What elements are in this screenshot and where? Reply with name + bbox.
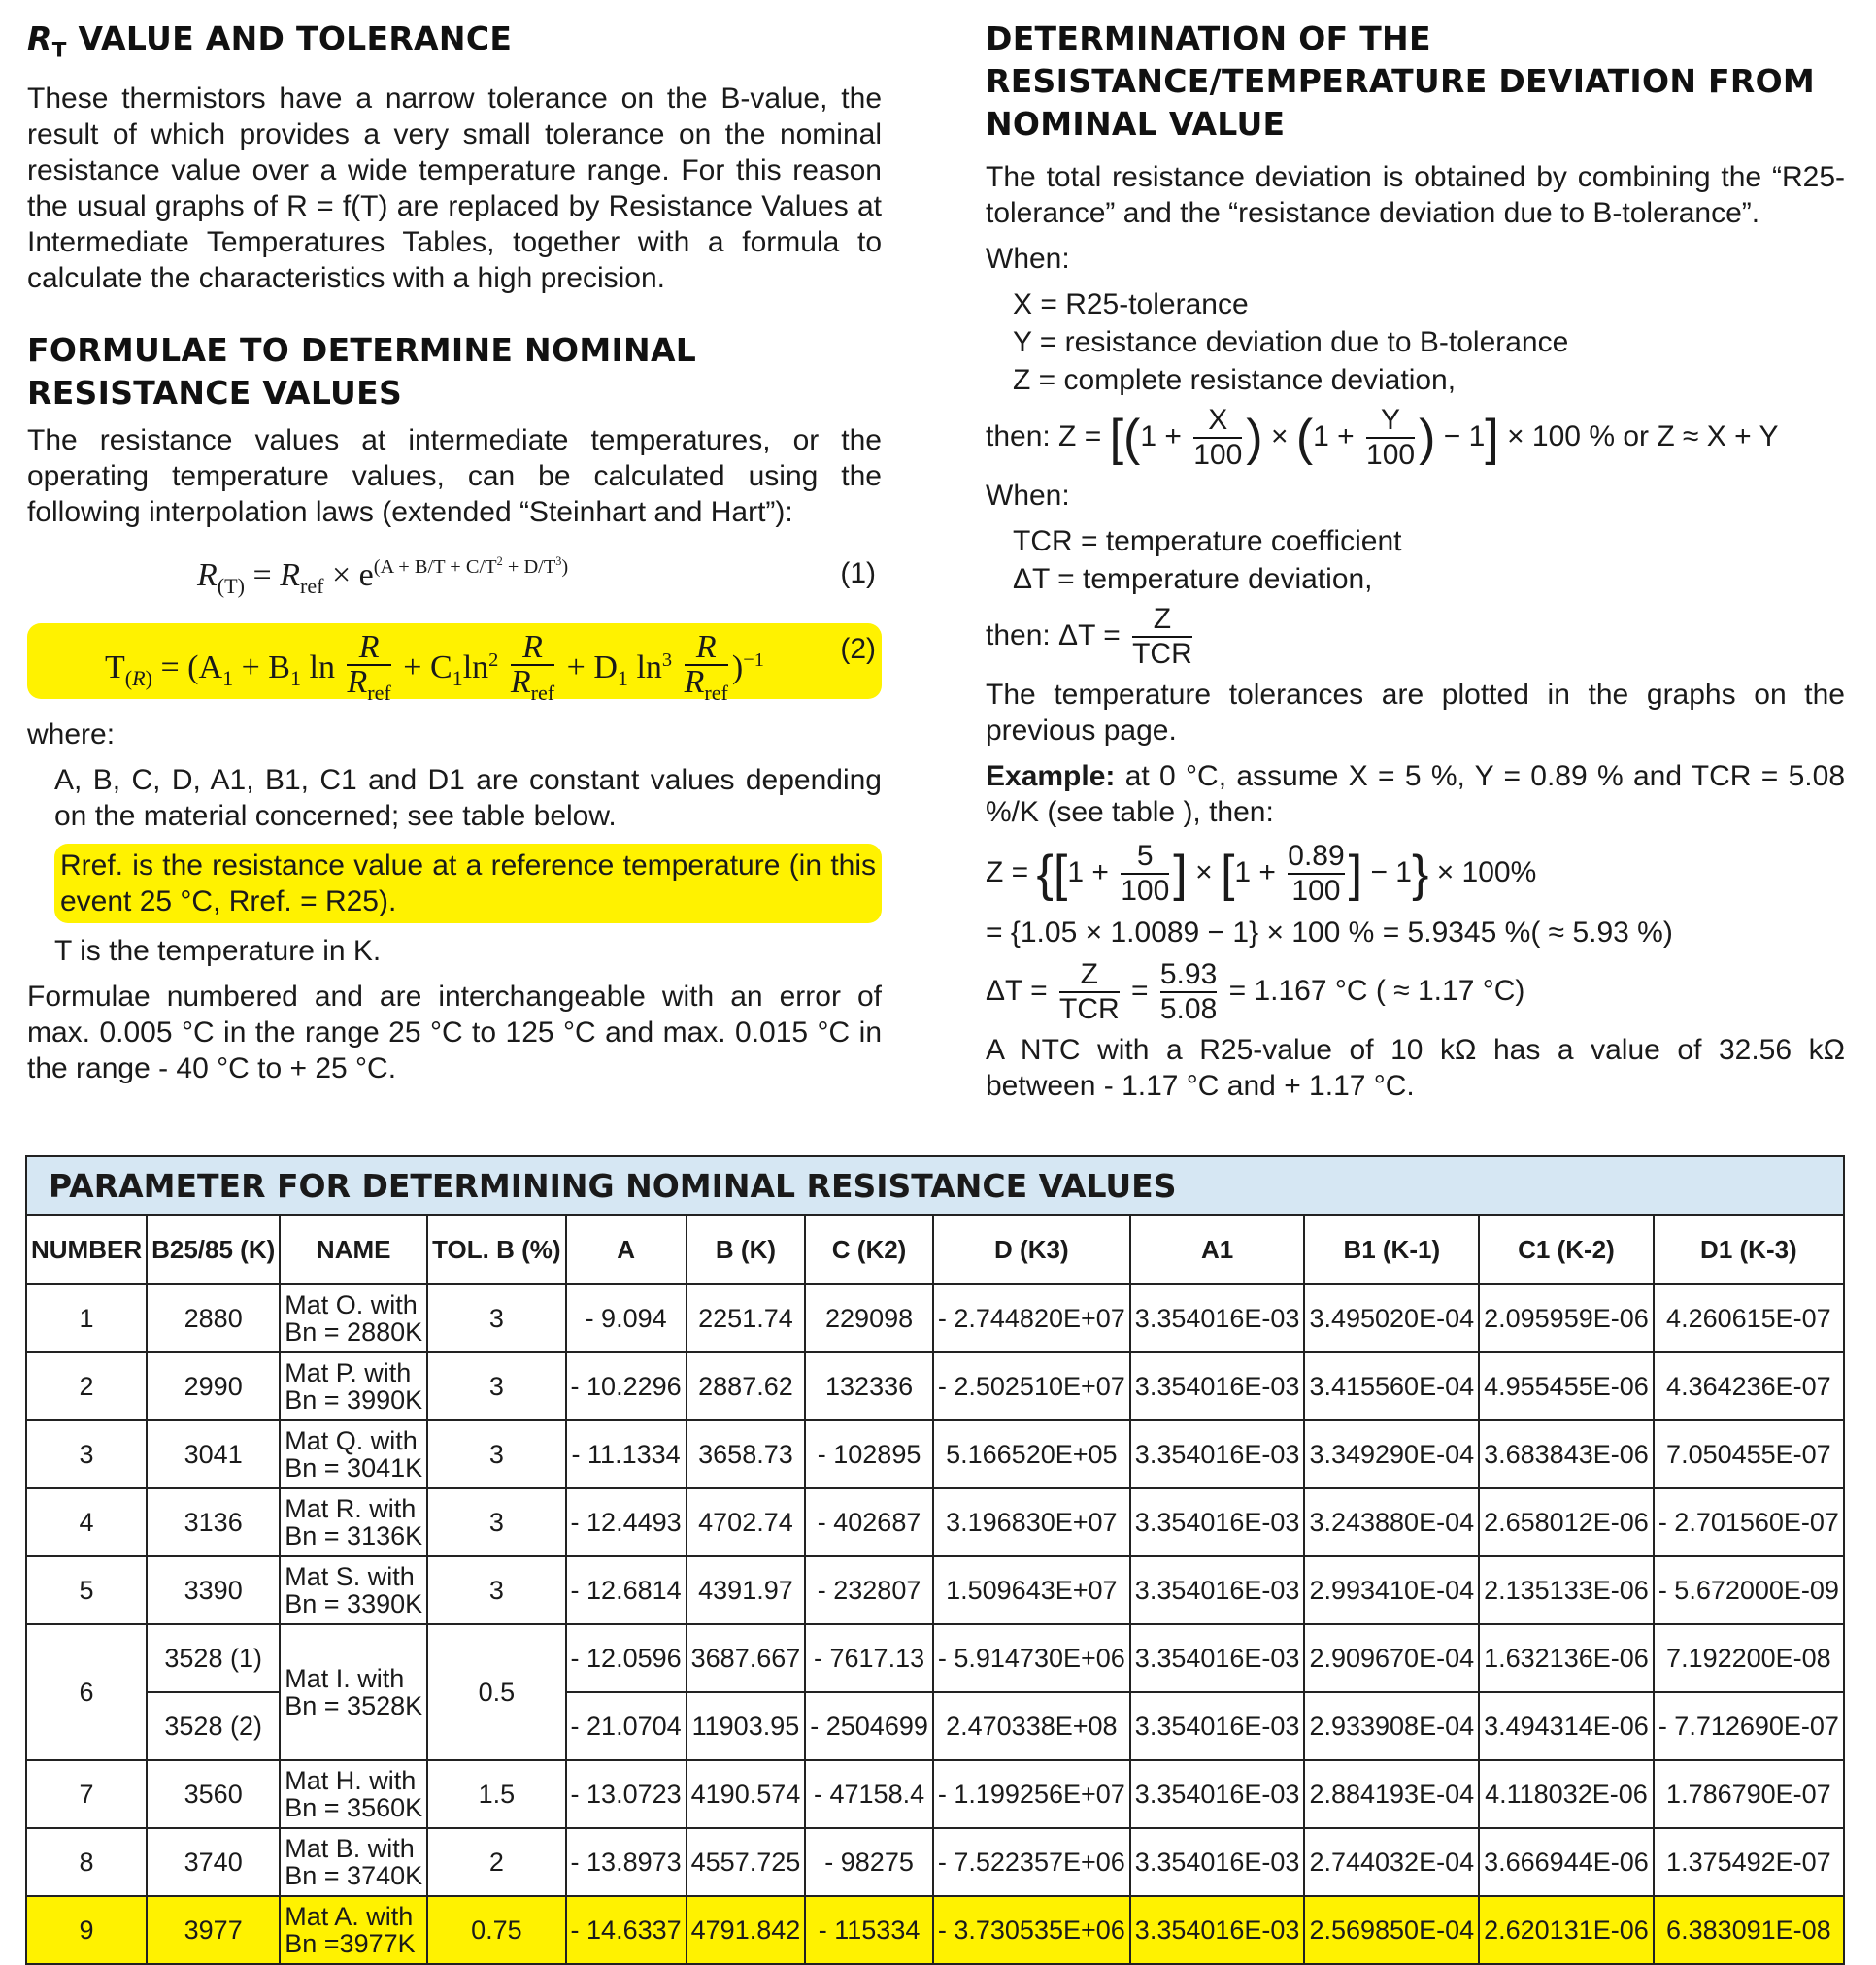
cell-a: - 12.6814 — [566, 1556, 687, 1624]
header-cell: NAME — [280, 1215, 427, 1284]
cell-a1: 3.354016E-03 — [1130, 1352, 1305, 1420]
cell-b: 2887.62 — [687, 1352, 806, 1420]
cell-b: 3136 — [147, 1488, 280, 1556]
cell-tol: 2 — [427, 1828, 565, 1896]
cell-d: 3.196830E+07 — [933, 1488, 1130, 1556]
cell-b1: 2.933908E-04 — [1304, 1692, 1479, 1760]
cell-b1: 3.349290E-04 — [1304, 1420, 1479, 1488]
header-cell: B1 (K-1) — [1304, 1215, 1479, 1284]
cell-tol: 3 — [427, 1352, 565, 1420]
table-row — [26, 1896, 1844, 1964]
cell-b: 3977 — [147, 1896, 280, 1964]
table-row — [26, 1760, 1844, 1828]
header-cell: NUMBER — [26, 1215, 147, 1284]
cell-name: Mat I. with Bn = 3528K — [280, 1624, 427, 1760]
cell-a: - 10.2296 — [566, 1352, 687, 1420]
cell-name: Mat B. with Bn = 3740K — [280, 1828, 427, 1896]
cell-a: - 9.094 — [566, 1284, 687, 1352]
cell-b: 3390 — [147, 1556, 280, 1624]
paragraph-total-deviation: The total resistance deviation is obtained by combining the “R25-tolerance” and the “resistance deviation due to B-tolerance”. — [986, 161, 1845, 229]
cell-tol: 1.5 — [427, 1760, 565, 1828]
cell-tol: 3 — [427, 1420, 565, 1488]
cell-b1: 3.415560E-04 — [1304, 1352, 1479, 1420]
table-row — [26, 1420, 1844, 1488]
cell-b: 3560 — [147, 1760, 280, 1828]
table-body-bottom — [26, 1760, 1844, 1964]
cell-b: 3041 — [147, 1420, 280, 1488]
cell-a: - 11.1334 — [566, 1420, 687, 1488]
cell-c: - 2504699 — [805, 1692, 933, 1760]
cell-b: 4557.725 — [687, 1828, 806, 1896]
cell-b: 3687.667 — [687, 1624, 806, 1692]
cell-d1: - 2.701560E-07 — [1654, 1488, 1844, 1556]
cell-c: - 402687 — [805, 1488, 933, 1556]
z-example-equation: Z = {[1 + $\frac{5}{100}$ ] × [1 + $\frac{0.89}{100}$ ] − 1} × 100% — [986, 840, 1537, 907]
cell-d: - 5.914730E+06 — [933, 1624, 1130, 1692]
cell-c1: 4.955455E-06 — [1479, 1352, 1654, 1420]
dt-equation: then: ΔT = $\frac{Z}{\text{TCR}}$ — [986, 603, 1192, 670]
dt-definition: ΔT = temperature deviation, — [1013, 563, 1373, 595]
cell-d1: - 7.712690E-07 — [1654, 1692, 1844, 1760]
z-equation-tail: × 100 % or Z ≈ X + Y — [1507, 419, 1779, 452]
cell-num: 2 — [26, 1352, 147, 1420]
cell-b: 4791.842 — [687, 1896, 806, 1964]
cell-d1: 7.192200E-08 — [1654, 1624, 1844, 1692]
table-row — [26, 1488, 1844, 1556]
table-row-6a — [26, 1624, 1844, 1692]
cell-num: 7 — [26, 1760, 147, 1828]
cell-c: - 115334 — [805, 1896, 933, 1964]
table-row — [26, 1556, 1844, 1624]
cell-num: 3 — [26, 1420, 147, 1488]
cell-name: Mat Q. with Bn = 3041K — [280, 1420, 427, 1488]
cell-a: - 14.6337 — [566, 1896, 687, 1964]
table-row — [26, 1352, 1844, 1420]
cell-c1: 2.135133E-06 — [1479, 1556, 1654, 1624]
cell-number: 6 — [26, 1624, 147, 1760]
cell-b: 2251.74 — [687, 1284, 806, 1352]
cell-d: - 2.502510E+07 — [933, 1352, 1130, 1420]
cell-d1: 6.383091E-08 — [1654, 1896, 1844, 1964]
paragraph-rt: These thermistors have a narrow tolerance on the B-value, the result of which provides a very small tolerance on the nominal resistance value over a wide temperature range. For this reason the usual graphs of R = f(T) are replaced by Resistance Values at Intermediate Temperatures Tables, together with a formula to calculate the characteristics with a high precision. — [27, 82, 882, 294]
cell-b2585: 3528 (2) — [147, 1692, 280, 1760]
cell-c1: 3.666944E-06 — [1479, 1828, 1654, 1896]
cell-b: 4190.574 — [687, 1760, 806, 1828]
cell-name: Mat P. with Bn = 3990K — [280, 1352, 427, 1420]
paragraph-formulae: The resistance values at intermediate temperatures, or the operating temperature values, can be calculated using the following interpolation laws (extended “Steinhart and Hart”): — [27, 423, 882, 528]
cell-b1: 2.569850E-04 — [1304, 1896, 1479, 1964]
temperature-description: T is the temperature in K. — [54, 934, 382, 967]
cell-b: 4702.74 — [687, 1488, 806, 1556]
cell-c1: 4.118032E-06 — [1479, 1760, 1654, 1828]
table-header-row — [26, 1215, 1844, 1284]
cell-a1: 3.354016E-03 — [1130, 1488, 1305, 1556]
cell-a: - 12.0596 — [566, 1624, 687, 1692]
cell-b: 4391.97 — [687, 1556, 806, 1624]
example-label: Example: — [986, 760, 1116, 792]
x-definition: X = R25-tolerance — [1013, 288, 1249, 320]
z-example-result: = {1.05 × 1.0089 − 1} × 100 % = 5.9345 %( ≈ 5.93 %) — [986, 916, 1673, 949]
cell-tol: 0.75 — [427, 1896, 565, 1964]
ntc-paragraph: A NTC with a R25-value of 10 kΩ has a value of 32.56 kΩ between - 1.17 °C and + 1.17 °C. — [986, 1034, 1845, 1102]
paragraph-graphs: The temperature tolerances are plotted in the graphs on the previous page. — [986, 679, 1845, 747]
cell-num: 9 — [26, 1896, 147, 1964]
cell-c1: 1.632136E-06 — [1479, 1624, 1654, 1692]
example-paragraph — [986, 758, 1845, 830]
cell-name: Mat O. with Bn = 2880K — [280, 1284, 427, 1352]
cell-a: - 21.0704 — [566, 1692, 687, 1760]
equation-2-number: (2) — [840, 632, 876, 665]
cell-b1: 3.495020E-04 — [1304, 1284, 1479, 1352]
table-row — [26, 1284, 1844, 1352]
tcr-definition: TCR = temperature coefficient — [1013, 525, 1402, 557]
table-row — [26, 1828, 1844, 1896]
cell-b: 11903.95 — [687, 1692, 806, 1760]
cell-d: - 3.730535E+06 — [933, 1896, 1130, 1964]
header-cell: A1 — [1130, 1215, 1305, 1284]
when-label-2: When: — [986, 480, 1070, 512]
example-text: at 0 °C, assume X = 5 %, Y = 0.89 % and TCR = 5.08 %/K (see table ), then: — [986, 760, 1846, 828]
cell-d: - 7.522357E+06 — [933, 1828, 1130, 1896]
cell-a1: 3.354016E-03 — [1130, 1284, 1305, 1352]
cell-a1: 3.354016E-03 — [1130, 1556, 1305, 1624]
z-definition: Z = complete resistance deviation, — [1013, 364, 1457, 396]
cell-a: - 13.0723 — [566, 1760, 687, 1828]
cell-d: 1.509643E+07 — [933, 1556, 1130, 1624]
where-label: where: — [27, 717, 116, 750]
heading-determination: DETERMINATION OF THE RESISTANCE/TEMPERATURE DEVIATION FROM NOMINAL VALUE — [986, 19, 1816, 143]
rref-description: Rref. is the resistance value at a reference temperature (in this event 25 °C, Rref. = R25). — [54, 844, 882, 923]
cell-name: Mat S. with Bn = 3390K — [280, 1556, 427, 1624]
header-cell: B25/85 (K) — [147, 1215, 280, 1284]
cell-tol: 3 — [427, 1284, 565, 1352]
header-cell: C (K2) — [805, 1215, 933, 1284]
cell-num: 8 — [26, 1828, 147, 1896]
when-label-1: When: — [986, 243, 1070, 275]
cell-d: 5.166520E+05 — [933, 1420, 1130, 1488]
y-definition: Y = resistance deviation due to B-tolerance — [1013, 326, 1569, 358]
equation-2: $T_{(R)} = (A_1 + B_1$ ln $\frac{R}{R_{ref}}$ + $C_1\ln^2$ $\frac{R}{R_{ref}}$ + $D_1$ $\ln^3$ $\frac{R}{R_{ref}}$ )$^{-1}$ (2) — [27, 623, 882, 699]
header-cell: B (K) — [687, 1215, 806, 1284]
cell-d: 2.470338E+08 — [933, 1692, 1130, 1760]
cell-c1: 2.095959E-06 — [1479, 1284, 1654, 1352]
cell-tol: 3 — [427, 1488, 565, 1556]
cell-c1: 2.620131E-06 — [1479, 1896, 1654, 1964]
header-cell: D (K3) — [933, 1215, 1130, 1284]
cell-d: - 1.199256E+07 — [933, 1760, 1130, 1828]
cell-b2585: 3528 (1) — [147, 1624, 280, 1692]
table-title: PARAMETER FOR DETERMINING NOMINAL RESISTANCE VALUES — [26, 1156, 1844, 1215]
cell-d1: 7.050455E-07 — [1654, 1420, 1844, 1488]
cell-c1: 3.683843E-06 — [1479, 1420, 1654, 1488]
cell-tol: 3 — [427, 1556, 565, 1624]
cell-num: 4 — [26, 1488, 147, 1556]
cell-b: 3658.73 — [687, 1420, 806, 1488]
header-cell: TOL. B (%) — [427, 1215, 565, 1284]
cell-d1: 4.364236E-07 — [1654, 1352, 1844, 1420]
z-equation: then: Z = [(1 + $\frac{X}{100}$ ) × (1 + $\frac{Y}{100}$ ) − 1] × 100 % or Z ≈ X + Y — [986, 404, 1779, 471]
interchange-description: Formulae numbered and are interchangeable with an error of max. 0.005 °C in the range 25 °C to 125 °C and max. 0.015 °C in the range - 40 °C to + 25 °C. — [27, 980, 882, 1084]
equation-1-number: (1) — [840, 556, 876, 589]
dt-example-result: = 1.167 °C ( ≈ 1.17 °C) — [1228, 974, 1525, 1007]
equation-1: $R_{(T)} = R_{ref} \times e^{(A + B/T + C/T^2 + D/T^3)}$ (1) — [197, 554, 876, 598]
cell-c: - 98275 — [805, 1828, 933, 1896]
header-cell: C1 (K-2) — [1479, 1215, 1654, 1284]
cell-name: Mat H. with Bn = 3560K — [280, 1760, 427, 1828]
cell-b1: 2.909670E-04 — [1304, 1624, 1479, 1692]
right-column — [986, 17, 1845, 1114]
cell-a1: 3.354016E-03 — [1130, 1420, 1305, 1488]
heading-rt-value: $R_T$ VALUE AND TOLERANCE — [27, 19, 513, 63]
cell-d1: 4.260615E-07 — [1654, 1284, 1844, 1352]
constants-description: A, B, C, D, A1, B1, C1 and D1 are constant values depending on the material concerned; see table below. — [54, 763, 882, 832]
cell-d1: 1.375492E-07 — [1654, 1828, 1844, 1896]
cell-d1: 1.786790E-07 — [1654, 1760, 1844, 1828]
cell-a: - 12.4493 — [566, 1488, 687, 1556]
header-cell: D1 (K-3) — [1654, 1215, 1844, 1284]
cell-a1: 3.354016E-03 — [1130, 1624, 1305, 1692]
cell-a1: 3.354016E-03 — [1130, 1692, 1305, 1760]
cell-tol: 0.5 — [427, 1624, 565, 1760]
cell-a1: 3.354016E-03 — [1130, 1760, 1305, 1828]
cell-c1: 2.658012E-06 — [1479, 1488, 1654, 1556]
cell-d: - 2.744820E+07 — [933, 1284, 1130, 1352]
cell-name: Mat A. with Bn =3977K — [280, 1896, 427, 1964]
cell-c: 132336 — [805, 1352, 933, 1420]
cell-b1: 3.243880E-04 — [1304, 1488, 1479, 1556]
dt-example-equation: ΔT = $\frac{Z}{\text{TCR}}$ = $\frac{5.93}{5.08}$ = 1.167 °C ( ≈ 1.17 °C) — [986, 958, 1525, 1025]
cell-num: 1 — [26, 1284, 147, 1352]
cell-num: 5 — [26, 1556, 147, 1624]
cell-a1: 3.354016E-03 — [1130, 1828, 1305, 1896]
cell-c: - 232807 — [805, 1556, 933, 1624]
heading-formulae: FORMULAE TO DETERMINE NOMINAL RESISTANCE VALUES — [27, 330, 697, 412]
cell-a: - 13.8973 — [566, 1828, 687, 1896]
cell-b1: 2.744032E-04 — [1304, 1828, 1479, 1896]
cell-c: 229098 — [805, 1284, 933, 1352]
cell-d1: - 5.672000E-09 — [1654, 1556, 1844, 1624]
cell-c: - 7617.13 — [805, 1624, 933, 1692]
cell-b: 2990 — [147, 1352, 280, 1420]
header-cell: A — [566, 1215, 687, 1284]
table-body-top — [26, 1284, 1844, 1624]
left-column — [27, 17, 882, 1096]
cell-c1: 3.494314E-06 — [1479, 1692, 1654, 1760]
cell-c: - 47158.4 — [805, 1760, 933, 1828]
cell-b1: 2.993410E-04 — [1304, 1556, 1479, 1624]
cell-c: - 102895 — [805, 1420, 933, 1488]
cell-b1: 2.884193E-04 — [1304, 1760, 1479, 1828]
cell-a1: 3.354016E-03 — [1130, 1896, 1305, 1964]
cell-b: 2880 — [147, 1284, 280, 1352]
cell-b: 3740 — [147, 1828, 280, 1896]
cell-name: Mat R. with Bn = 3136K — [280, 1488, 427, 1556]
parameter-table — [25, 1155, 1845, 1965]
